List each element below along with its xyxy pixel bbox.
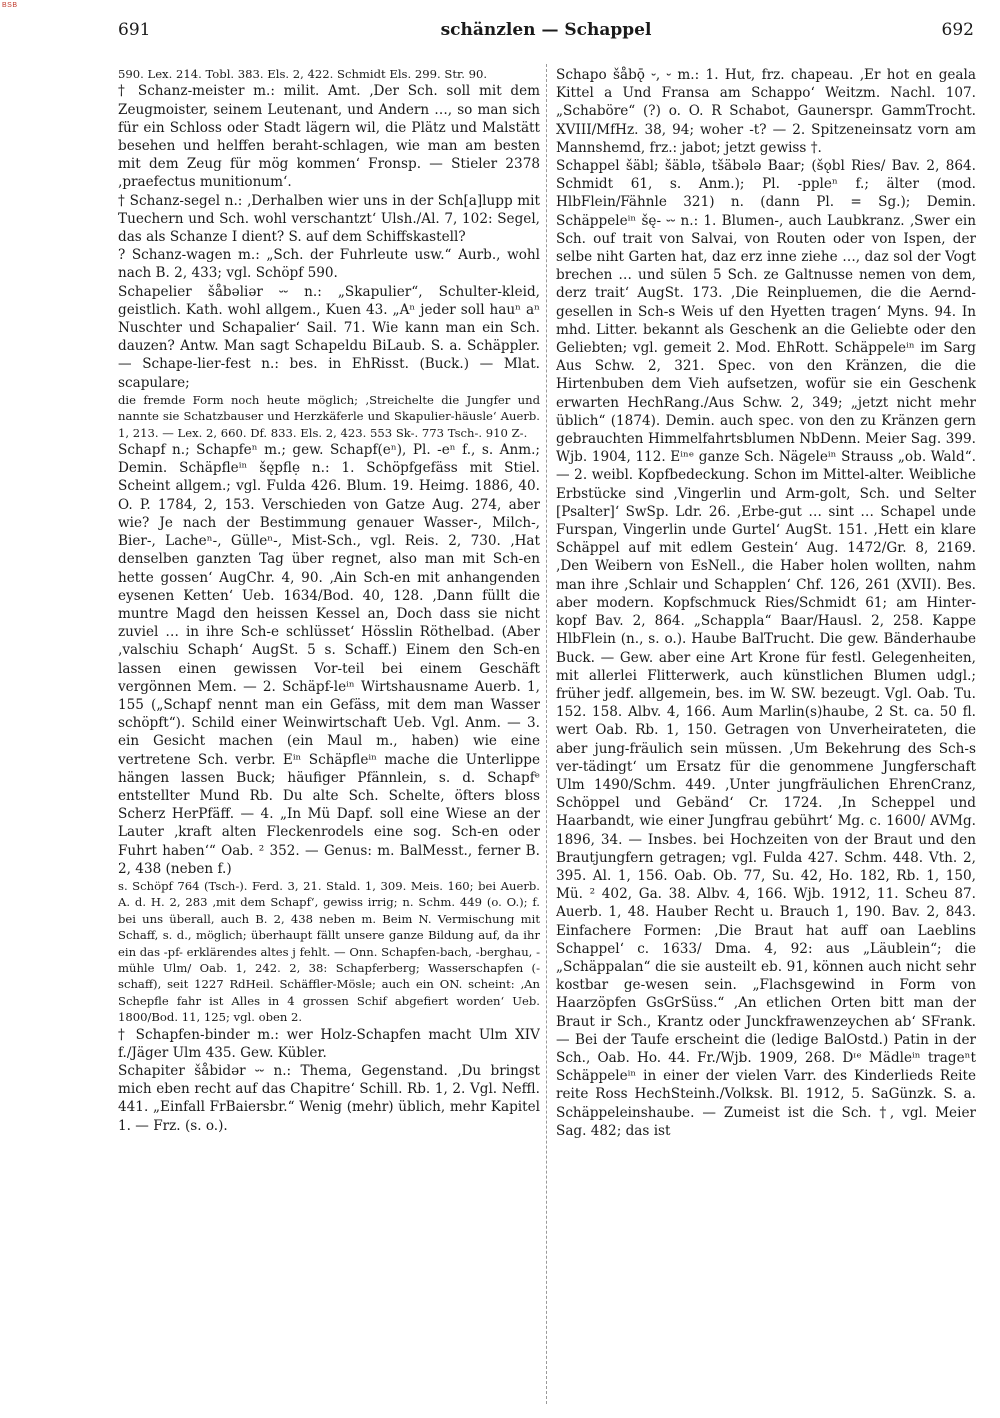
page-header (118, 20, 974, 46)
left-column (118, 66, 540, 1406)
dictionary-entry: † Schanz-meister m.: milit. Amt. ‚Der Sch. soll mit dem Zeugmoister, seinem Leutenant, und Andern …, so man sich für ein Schloss oder Stadt lägern wil, die Plätz und Malstätt besehen und helffen beraht-schlagen, wie man am besten mit dem Zeug für mög kommen‘ Fronsp. — Stieler 2378 ‚praefectus munitionum‘. (118, 83, 540, 191)
annotation-paragraph: die fremde Form noch heute möglich; ‚Streichelte die Jungfer und nannte sie Schatzbauser und Herzkäferle und Skapulier-häusle‘ Auerb. 1, 213. — Lex. 2, 660. Df. 833. Els. 2, 423. 553 Sk-. 773 Tsch-. 910 Z-. (118, 392, 540, 440)
dictionary-entry: Schapiter šåbidər ⏑⏑ n.: Thema, Gegenstand. ‚Du bringst mich eben recht auf das Chapitre‘ Schill. Rb. 1, 2. Vgl. Neffl. 441. „Einfall FrBaiersbr.“ Wenig (mehr) üblich, mehr Kapitel 1. — Frz. (s. o.). (118, 1063, 540, 1134)
dictionary-entry: † Schanz-segel n.: ‚Derhalben wier uns in der Sch[a]lupp mit Tuechern und Sch. wohl verschantzt‘ Ulsh./Al. 7, 102: Segel, das als Schanze I dient? S. auf dem Schiffskastell? (118, 192, 540, 246)
column-divider (546, 64, 547, 1404)
running-title: schänzlen — Schappel (440, 20, 652, 40)
dictionary-entry: † Schapfen-binder m.: wer Holz-Schapfen macht Ulm XIV f./Jäger Ulm 435. Gew. Kübler. (118, 1026, 540, 1061)
right-column (556, 66, 976, 1406)
dictionary-entry: Schapf n.; Schapfeⁿ m.; gew. Schapf(eⁿ), Pl. -eⁿ f., s. Anm.; Demin. Schäpfleⁱⁿ šępflẹ n.: 1. Schöpfgefäss mit Stiel. Scheint allgem.; vgl. Fulda 426. Blum. 19. Heimg. 1886, 40. O. P. 1784, 2, 153. Verschieden von Gatze Aug. 274, aber wie? Je nach der Bestimmung genauer Wasser-, Milch-, Bier-, Lacheⁿ-, Gülleⁿ-, Mist-Sch., vgl. Reis. 2, 730. ‚Hat denselben ganzten Tag über regnet, also man mit Sch-en hette gossen‘ AugChr. 4, 90. ‚Ain Sch-en mit anhangenden eysenen Ketten‘ Ueb. 1634/Bod. 40, 128. ‚Dann füllt die muntre Magd den heissen Kessel an, Doch dass sie nicht zuviel … in ihre Sch-e schlüsset‘ Hösslin Röthelbad. (Aber ‚valschiu Schaph‘ AugSt. 5 s. Schaff.) Einem den Sch-en lassen einen gewissen Vor-teil bei einem Geschäft vergönnen Mem. — 2. Schäpf-leⁱⁿ Wirtshausname Auerb. 1, 155 („Schapf nennt man ein Gefäss, mit dem man Wasser schöpft“). Schild einer Weinwirtschaft Ueb. Vgl. Anm. — 3. ein Gesicht machen (ein Maul m., haben) wie eine vertretene Sch. verbr. Eⁱⁿ Schäpfleⁱⁿ mache die Unterlippe hängen lassen Buck; häufiger Pfännlein, s. d. Schapfᵉ entstellter Mund Rb. Du alte Sch. Schelte, öfters bloss Scherz HerPfäff. — 4. „In Mü Dapf. soll eine Wiese an der Lauter ‚kraft alten Fleckenrodels eine sog. Sch-en oder Fuhrt haben‘“ Oab. ² 352. — Genus: m. BalMesst., ferner B. 2, 438 (neben f.) (118, 442, 540, 877)
page-number-left: 691 (118, 20, 151, 40)
dictionary-entry: Schappel šäbl; šäblə, tšäbələ Baar; (šǫbl Ries/ Bav. 2, 864. Schmidt 61, s. Anm.); Pl. -ppleⁿ f.; älter (mod. HlbFlein/Fähnle 321) n. (dann Pl. = Sg.); Demin. Schäppeleⁱⁿ šę- ⏑⏑ n.: 1. Blumen-, auch Laubkranz. ‚Swer ein Sch. ouf trait von Salvai, von Routen oder von Ispen, der selbe niht Garten hat, daz erz inne ziehe …, daz sol der Vogt brechen … und sülen 5 Sch. ze Galtnusse nemen von dem, derz trait‘ AugSt. 173. ‚Die Reinpluemen, die die Aernd-gesellen in Sch-s Weis uf den Hyetten tragen‘ Myns. 94. In mhd. Litter. bekannt als Geschenk an die Geliebte oder den Geliebten; vgl. gemeit 2. Mod. EhRott. Schäppeleⁱⁿ im Sarg Aus Schw. 2, 321. Spec. von den Kränzen, die die Hirtenbuben dem Vieh aufsetzen, wofür sie ein Geschenk erwarten HechRang./Aus Schw. 2, 349; „jetzt nicht mehr üblich“ (1874). Demin. auch spec. von den zu Kränzen gern gebrauchten Himmelfahrtsblumen NbDenn. Meier Sag. 399. Wjb. 1904, 112. Eⁱⁿᵉ ganze Sch. Nägeleⁱⁿ Strauss „ob. Wald“. — 2. weibl. Kopfbedeckung. Schon im Mittel-alter. Weibliche Erbstücke sind ‚Vingerlin und Arm-golt, Sch. und Selter [Psalter]‘ SwSp. Ldr. 26. ‚Erbe-gut … sint … Schapel unde Furspan, Vingerlin unde Gurtel‘ AugSt. 151. ‚Hett ein klare Schäppel auf mit edlem Gestein‘ Aug. 1472/Gr. 8, 2169. ‚Den Weibern von EsNell., die Haber holen wollten, nahm man ihre ‚Schlair und Schapplen‘ Chf. 126, 261 (XVII). Bes. aber modern. Kopfschmuck Ries/Schmidt 61; am Hinter-kopf Bav. 2, 864. „Schappla“ Baar/Hausl. 2, 258. Kappe HlbFlein (n., s. o.). Haube BalTrucht. Die gew. Bänderhaube Buck. — Gew. aber eine Art Krone für festl. Gelegenheiten, mit allerlei Flitterwerk, auch künstlichen Blumen udgl.; früher jedf. allgemein, bes. im W. SW. bezeugt. Vgl. Oab. Tu. 152. 158. Albv. 4, 166. Aum Marlin(s)haube, 2 St. ca. 50 fl. wert Oab. Rb. 1, 150. Getragen von Unverheirateten, die aber jung-fräulich sein müssen. ‚Um Bekehrung des Sch-s ver-tädingt‘ um Ersatz für die genommene Jungferschaft Ulm 1490/Schm. 449. ‚Unter jungfräulichen EhrenCranz, Schöppel und Gebänd‘ Cr. 1724. ‚In Scheppel und Haarbandt, wie einer Jungfrau gebührt‘ Mg. c. 1600/ AVMg. 1896, 34. — Insbes. bei Hochzeiten von der Braut und den Brautjungfern getragen; vgl. Fulda 427. Schm. 448. Vth. 2, 395. Al. 1, 156. Oab. Ob. 77, Su. 42, Ho. 182, Rb. 1, 150, Mü. ² 402, Ga. 38. Albv. 4, 166. Wjb. 1912, 11. Scheu 87. Auerb. 1, 48. Hauber Recht u. Brauch 1, 190. Bav. 2, 843. Einfachere Formen: ‚Die Braut hat auff oan Laeblins Schappel‘ c. 1633/ Dma. 4, 92: aus „Läublein“; die „Schäppalan“ die sie austeilt eb. 91, können auch nicht sehr kostbar ge-wesen sein. „Flachsgewind in Form von Haarzöpfen GsGrSüss.“ ‚An etlichen Orten bitt man der Braut ir Sch., Krantz oder Junckfrawenzeychen ab‘ SFrank. — Bei der Taufe erscheint die (ledige BalOstd.) Patin in der Sch., Oab. Ho. 44. Fr./Wjb. 1909, 268. Dᶦᵉ Mädleⁱⁿ trageⁿt Schäppeleⁱⁿ in einer der vielen Varr. des Kinderlieds Reite reite Ross HechSteinh./Volksk. Bl. 1912, 5. SaGünzk. S. a. Schäppeleinshaube. — Zumeist ist die Sch. †, vgl. Meier Sag. 482; das ist (556, 158, 976, 1139)
annotation-paragraph: s. Schöpf 764 (Tsch-). Ferd. 3, 21. Stald. 1, 309. Meis. 160; bei Auerb. A. d. H. 2, 283 ‚mit dem Schapf‘, gewiss irrig; n. Schm. 449 (o. O.); f. bei uns überall, auch B. 2, 438 neben m. Beim N. Vermischung mit Schaff, s. d., möglich; überhaupt fällt unsere ganze Bildung auf, da ihr ein das -pf- erklärendes altes j fehlt. — Onn. Schapfen-bach, -berghau, -mühle Ulm/ Oab. 1, 242. 2, 38: Schapferberg; Wasserschapfen (-schaff), seit 1227 RdHeil. Schäffler-Mösle; auch ein ON. scheint: ‚An Schepfle fahr ist Alles in 4 grossen Schif abgefiert worden‘ Ueb. 1800/Bod. 11, 125; vgl. oben 2. (118, 878, 540, 1025)
bsb-stamp: BSB (2, 2, 18, 9)
dictionary-entry: Schapelier šåbəliər ⏑⏑ n.: „Skapulier“, Schulter-kleid, geistlich. Kath. wohl allgem., Kuen 43. „Aⁿ jeder soll hauⁿ aⁿ Nuschter und Schapalier‘ Sail. 71. Wie kann man ein Sch. dauzen? Antw. Man sagt Schapeldu BiLaub. S. a. Schäppler. — Schape-lier-fest n.: bes. in EhRisst. (Buck.) — Mlat. scapulare; (118, 283, 540, 391)
dictionary-entry: ? Schanz-wagen m.: „Sch. der Fuhrleute usw.“ Aurb., wohl nach B. 2, 433; vgl. Schöpf 590. (118, 247, 540, 282)
page-number-right: 692 (941, 20, 974, 40)
annotation-paragraph: 590. Lex. 214. Tobl. 383. Els. 2, 422. Schmidt Els. 299. Str. 90. (118, 67, 488, 81)
dictionary-entry: Schapo šåbǭ ⏑, ⏑ m.: 1. Hut, frz. chapeau. ‚Er hot en geala Kittel a Und Fransa am Schappo‘ Weitzm. Nachl. 107. „Schaböre“ (?) o. O. R Schabot, Gaunerspr. GammTrocht. XVIII/MfHz. 38, 94; woher -t? — 2. Spitzeneinsatz vorn am Mannshemd, frz.: jabot; jetzt gewiss †. (556, 67, 976, 156)
